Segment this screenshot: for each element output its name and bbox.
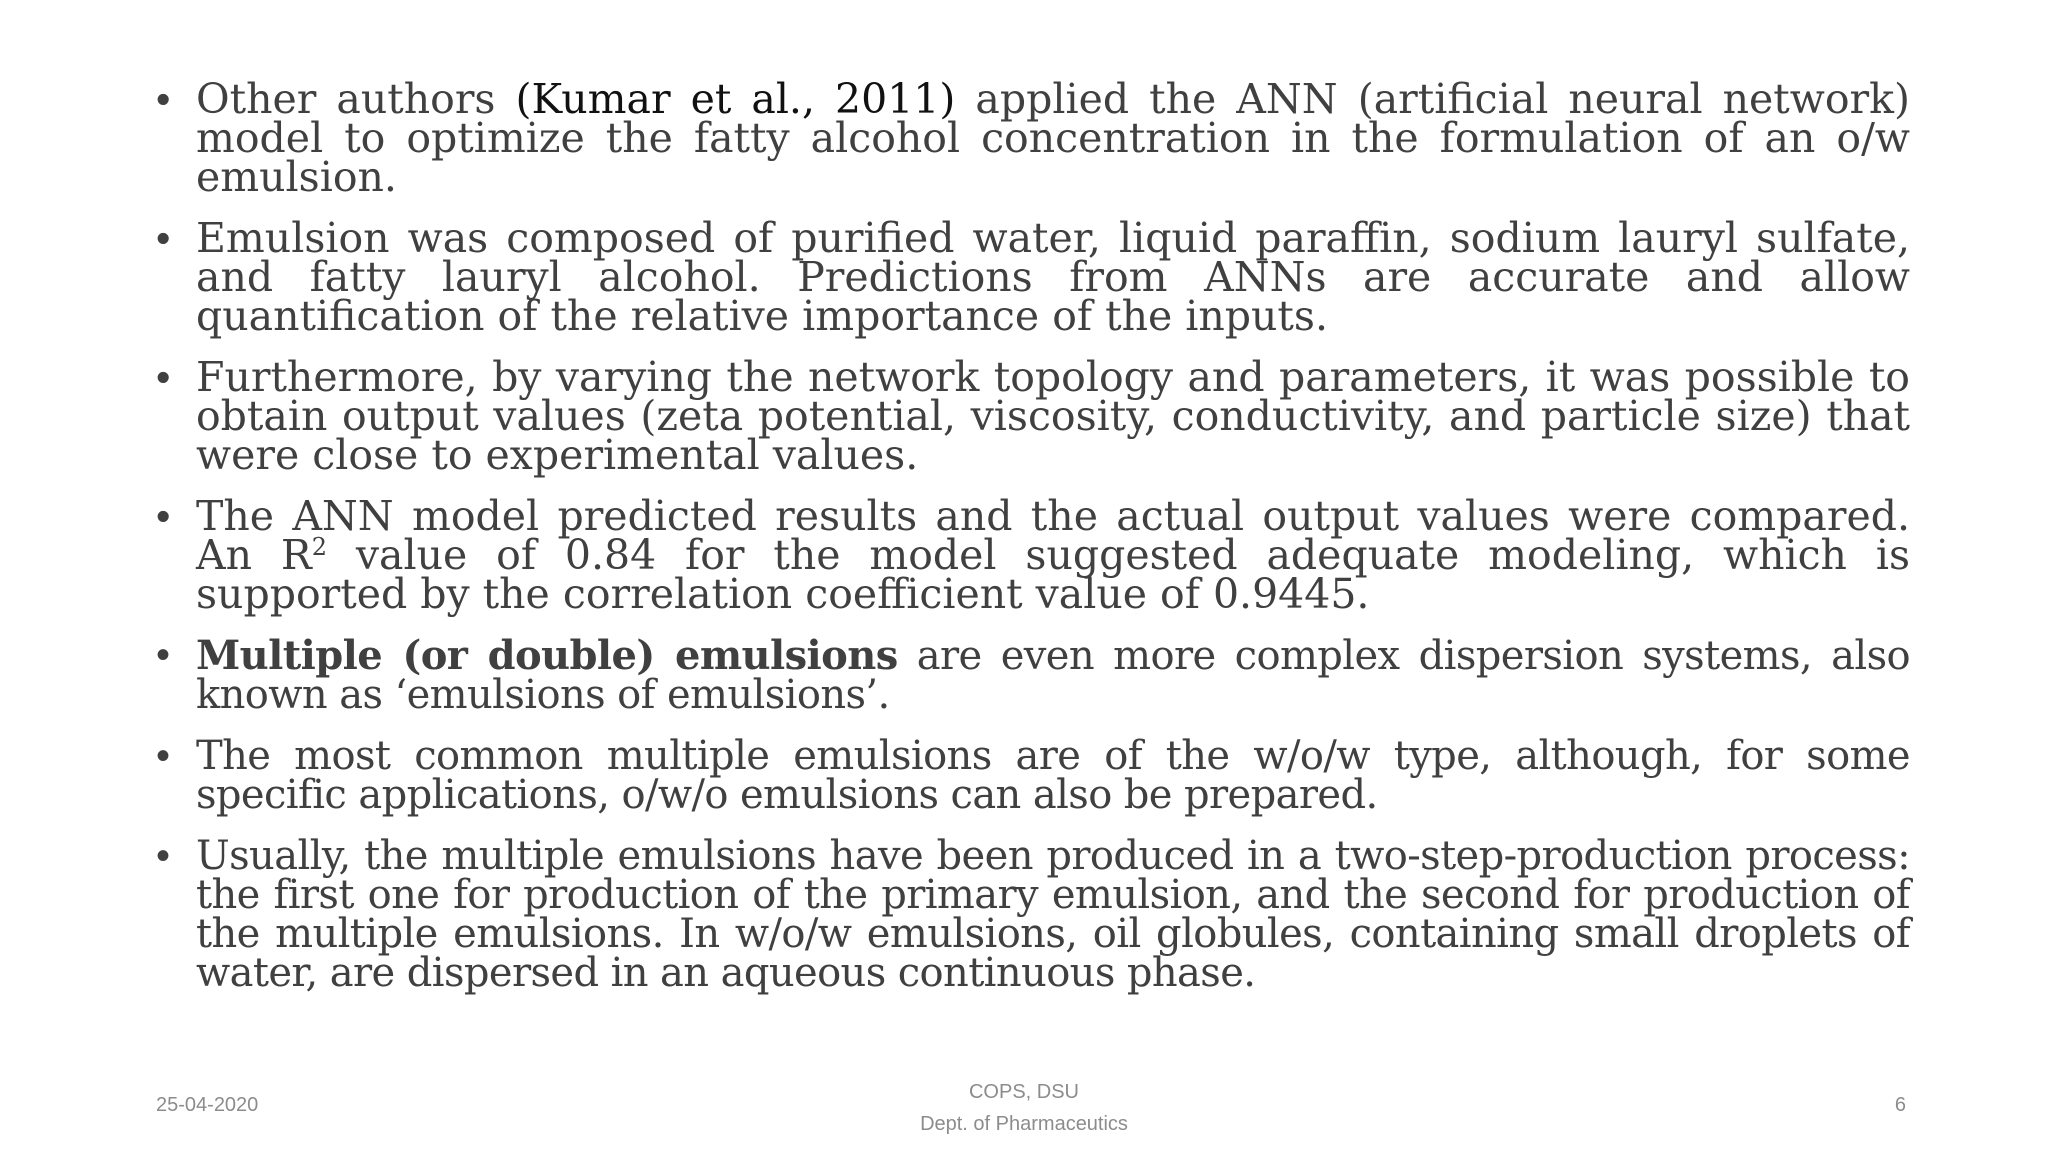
bullet-icon: • — [156, 215, 171, 261]
superscript: 2 — [311, 533, 328, 561]
bullet-item — [148, 833, 1910, 996]
bullet-item — [148, 75, 1910, 201]
bullet-item — [148, 632, 1910, 718]
bullet-text: The ANN model predicted results and the actual output values were compared. An R — [196, 492, 1910, 579]
footer-date: 25-04-2020 — [156, 1094, 259, 1116]
bullet-icon: • — [156, 493, 171, 539]
bold-term: Multiple (or double) emulsions — [196, 632, 898, 679]
bullet-icon: • — [156, 734, 170, 778]
bullet-text: Usually, the multiple emulsions have been produced in a two-step-production process: the first one for production of the primary emulsion, and the second for production of the multiple emulsions. In w/o/w emulsions, oil globules, containing small droplets of water, are dispersed in an aqueous continuous phase. — [196, 833, 1910, 996]
bullet-item — [148, 214, 1910, 340]
citation: (Kumar et al., 2011) — [515, 75, 956, 123]
footer-department: Dept. of Pharmaceutics — [920, 1113, 1128, 1135]
bullet-item — [148, 733, 1910, 818]
bullet-icon: • — [156, 834, 170, 878]
bullet-text: value of 0.84 for the model suggested adequate modeling, which is supported by the correlation coefficient value of 0.9445. — [196, 531, 1910, 618]
page-number: 6 — [1894, 1094, 1906, 1116]
footer-institution: COPS, DSU — [968, 1081, 1080, 1103]
bullet-text: Emulsion was composed of purified water, liquid paraffin, sodium lauryl sulfate, and fatty lauryl alcohol. Predictions from ANNs are accurate and allow quantification of the relative importance of the inputs. — [196, 214, 1910, 340]
footer-center — [0, 1076, 2048, 1140]
bullet-text: applied the ANN (artificial neural network) model to optimize the fatty alcohol concentration in the formulation of an o/w emulsion. — [196, 75, 1910, 201]
bullet-item — [148, 353, 1910, 479]
bullet-list — [148, 75, 1910, 1015]
bullet-icon: • — [156, 633, 170, 677]
bullet-icon: • — [156, 76, 171, 122]
bullet-text: Furthermore, by varying the network topology and parameters, it was possible to obtain output values (zeta potential, viscosity, conductivity, and particle size) that were close to experimental values. — [196, 353, 1910, 479]
bullet-item — [148, 492, 1910, 618]
bullet-text: are even more complex dispersion systems, also known as ‘emulsions of emulsions’. — [196, 633, 1910, 718]
bullet-text: Other authors — [196, 75, 516, 123]
bullet-text: The most common multiple emulsions are of the w/o/w type, although, for some specific applications, o/w/o emulsions can also be prepared. — [196, 733, 1910, 818]
bullet-icon: • — [156, 354, 171, 400]
